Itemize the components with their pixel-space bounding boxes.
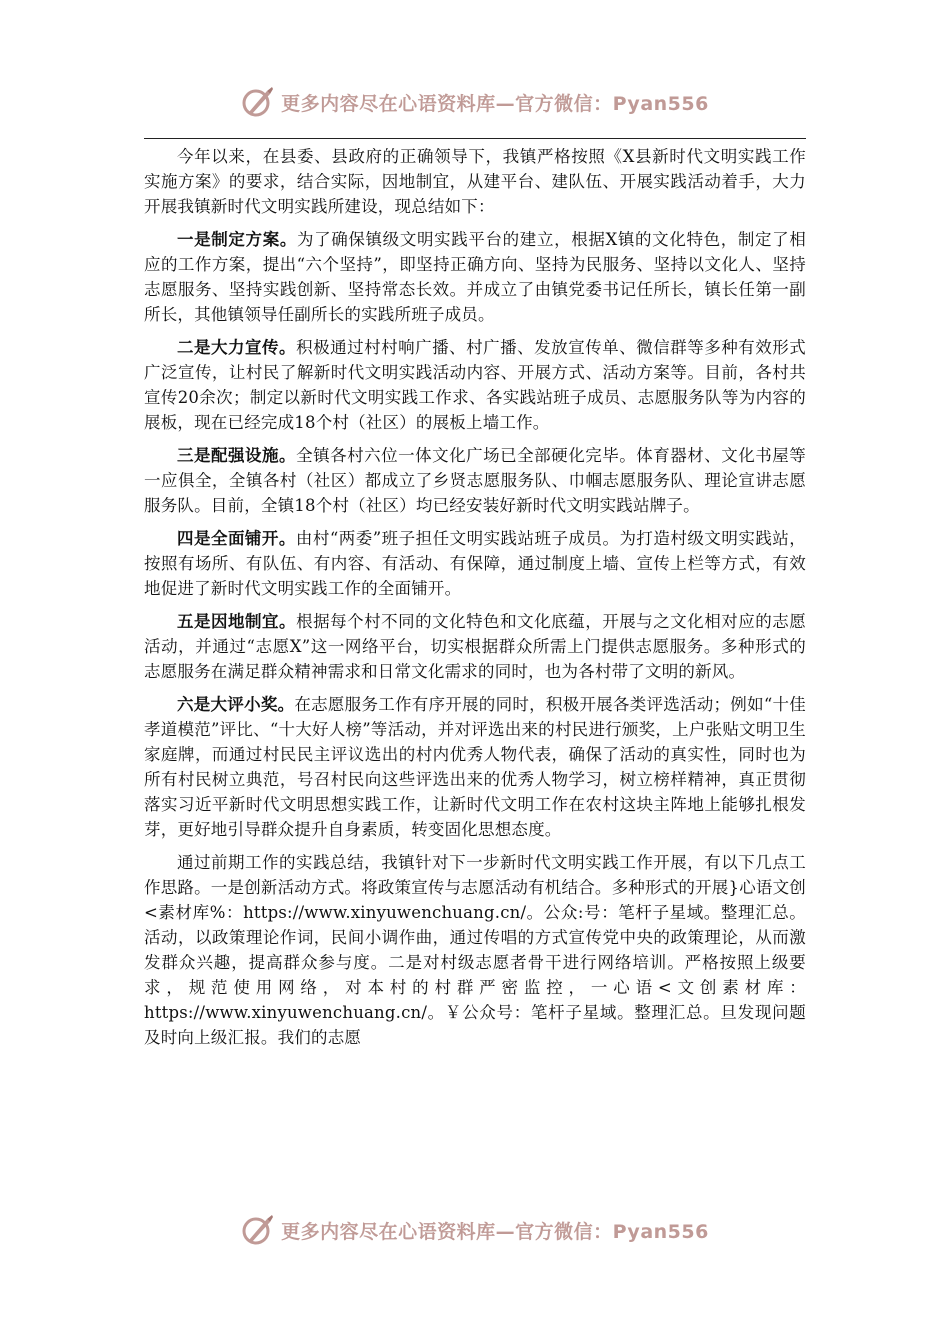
section-paragraph-3 [144,443,806,518]
section-lead-2: 二是大力宣传。 [177,338,297,357]
section-lead-6: 六是大评小奖。 [177,695,295,714]
section-body-2: 积极通过村村响广播、村广播、发放宣传单、微信群等多种有效形式广泛宣传，让村民了解新时代文明实践活动内容、开展方式、活动方案等。目前，各村共宣传20余次；制定以新时代文明实践工作求、各实践站班子成员、志愿服务队等为内容的展板，现在已经完成18个村（社区）的展板上墙工作。 [144,338,806,432]
section-paragraph-2 [144,335,806,435]
footer-banner-text: 更多内容尽在心语资料库—官方微信：Pyan556 [281,1220,709,1243]
section-paragraph-4 [144,526,806,601]
intro-paragraph: 今年以来，在县委、县政府的正确领导下，我镇严格按照《X县新时代文明实践工作实施方案》的要求，结合实际，因地制宜，从建平台、建队伍、开展实践活动着手，大力开展我镇新时代文明实践所建设，现总结如下： [144,147,806,216]
header-banner [0,82,950,122]
quill-pen-logo-icon [241,1213,275,1247]
footer-banner [0,1210,950,1250]
closing-paragraph: 通过前期工作的实践总结，我镇针对下一步新时代文明实践工作开展，有以下几点工作思路。一是创新活动方式。将政策宣传与志愿活动有机结合。多种形式的开展}心语文创<素材库%：https://www.xinyuwenchuang.cn/。公众:号：笔杆子星域。整理汇总。活动，以政策理论作词，民间小调作曲，通过传唱的方式宣传党中央的政策理论，从而激发群众兴趣，提高群众参与度。二是对村级志愿者骨干进行网络培训。严格按照上级要求，规范使用网络，对本村的村群严密监控，一心语<文创素材库：https://www.xinyuwenchuang.cn/。￥公众号：笔杆子星域。整理汇总。旦发现问题及时向上级汇报。我们的志愿 [144,853,806,1047]
footer-banner-inner [241,1213,709,1247]
section-paragraph-5 [144,609,806,684]
header-banner-text: 更多内容尽在心语资料库—官方微信：Pyan556 [281,92,709,115]
section-lead-4: 四是全面铺开。 [177,529,296,548]
section-paragraph-6 [144,692,806,842]
section-body-3: 全镇各村六位一体文化广场已全部硬化完毕。体育器材、文化书屋等一应俱全，全镇各村（社区）都成立了乡贤志愿服务队、巾帼志愿服务队、理论宣讲志愿服务队。目前，全镇18个村（社区）均已经安装好新时代文明实践站牌子。 [144,446,806,515]
quill-pen-logo-icon [241,85,275,119]
section-body-6: 在志愿服务工作有序开展的同时，积极开展各类评选活动；例如“十佳孝道模范”评比、“十大好人榜”等活动，并对评选出来的村民进行颁奖，上户张贴文明卫生家庭牌，而通过村民民主评议选出的村内优秀人物代表，确保了活动的真实性，同时也为所有村民树立典范，号召村民向这些评选出来的优秀人物学习，树立榜样精神，真正贯彻落实习近平新时代文明思想实践工作，让新时代文明工作在农村这块主阵地上能够扎根发芽，更好地引导群众提升自身素质，转变固化思想态度。 [144,695,806,839]
section-body-5: 根据每个村不同的文化特色和文化底蕴，开展与之文化相对应的志愿活动，并通过“志愿X”这一网络平台，切实根据群众所需上门提供志愿服务。多种形式的志愿服务在满足群众精神需求和日常文化需求的同时，也为各村带了文明的新风。 [144,612,806,681]
header-rule [144,138,806,139]
section-lead-3: 三是配强设施。 [177,446,297,465]
section-body-1: 为了确保镇级文明实践平台的建立，根据X镇的文化特色，制定了相应的工作方案，提出“六个坚持”，即坚持正确方向、坚持为民服务、坚持以文化人、坚持志愿服务、坚持实践创新、坚持常态长效。并成立了由镇党委书记任所长，镇长任第一副所长，其他镇领导任副所长的实践所班子成员。 [144,230,806,324]
section-lead-5: 五是因地制宜。 [177,612,297,631]
section-body-4: 由村“两委”班子担任文明实践站班子成员。为打造村级文明实践站，按照有场所、有队伍、有内容、有活动、有保障，通过制度上墙、宣传上栏等方式，有效地促进了新时代文明实践工作的全面铺开。 [144,529,806,598]
section-paragraph-1 [144,227,806,327]
section-lead-1: 一是制定方案。 [177,230,297,249]
document-body [144,144,806,1058]
header-banner-inner [241,85,709,119]
